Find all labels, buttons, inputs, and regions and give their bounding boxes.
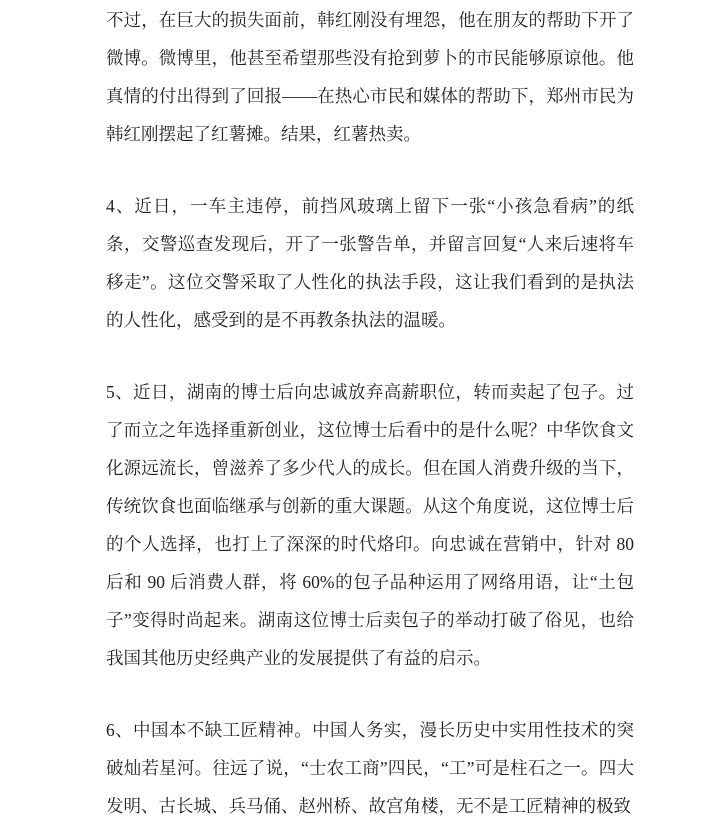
paragraph-item-5: 5、近日，湖南的博士后向忠诚放弃高薪职位，转而卖起了包子。过了而立之年选择重新创业，这位博士后看中的是什么呢？中华饮食文化源远流长，曾滋养了多少代人的成长。但在国人消费升级的当下，传统饮食也面临继承与创新的重大课题。从这个角度说，这位博士后的个人选择，也打上了深深的时代烙印。向忠诚在营销中，针对 80 后和 90 后消费人群，将 60%的包子品种运用了网络用语，让“土包子”变得时尚起来。湖南这位博士后卖包子的举动打破了俗见，也给我国其他历史经典产业的发展提供了有益的启示。 xyxy=(106,382,634,668)
paragraph-item-6-partial: 6、中国本不缺工匠精神。中国人务实，漫长历史中实用性技术的突破灿若星河。往远了说，“士农工商”四民，“工”可是柱石之一。四大发明、古长城、兵马俑、赵州桥、故宫角楼，无不是工匠精神的极致 xyxy=(106,720,634,816)
paragraph-item-4: 4、近日，一车主违停，前挡风玻璃上留下一张“小孩急看病”的纸条，交警巡查发现后，开了一张警告单，并留言回复“人来后速将车移走”。这位交警采取了人性化的执法手段，这让我们看到的是执法的人性化，感受到的是不再教条执法的温暖。 xyxy=(106,196,634,330)
paragraph-continuation-hanhonggang: 不过，在巨大的损失面前，韩红刚没有埋怨，他在朋友的帮助下开了微博。微博里，他甚至希望那些没有抢到萝卜的市民能够原谅他。他真情的付出得到了回报——在热心市民和媒体的帮助下，郑州市民为韩红刚摆起了红薯摊。结果，红薯热卖。 xyxy=(106,10,634,144)
